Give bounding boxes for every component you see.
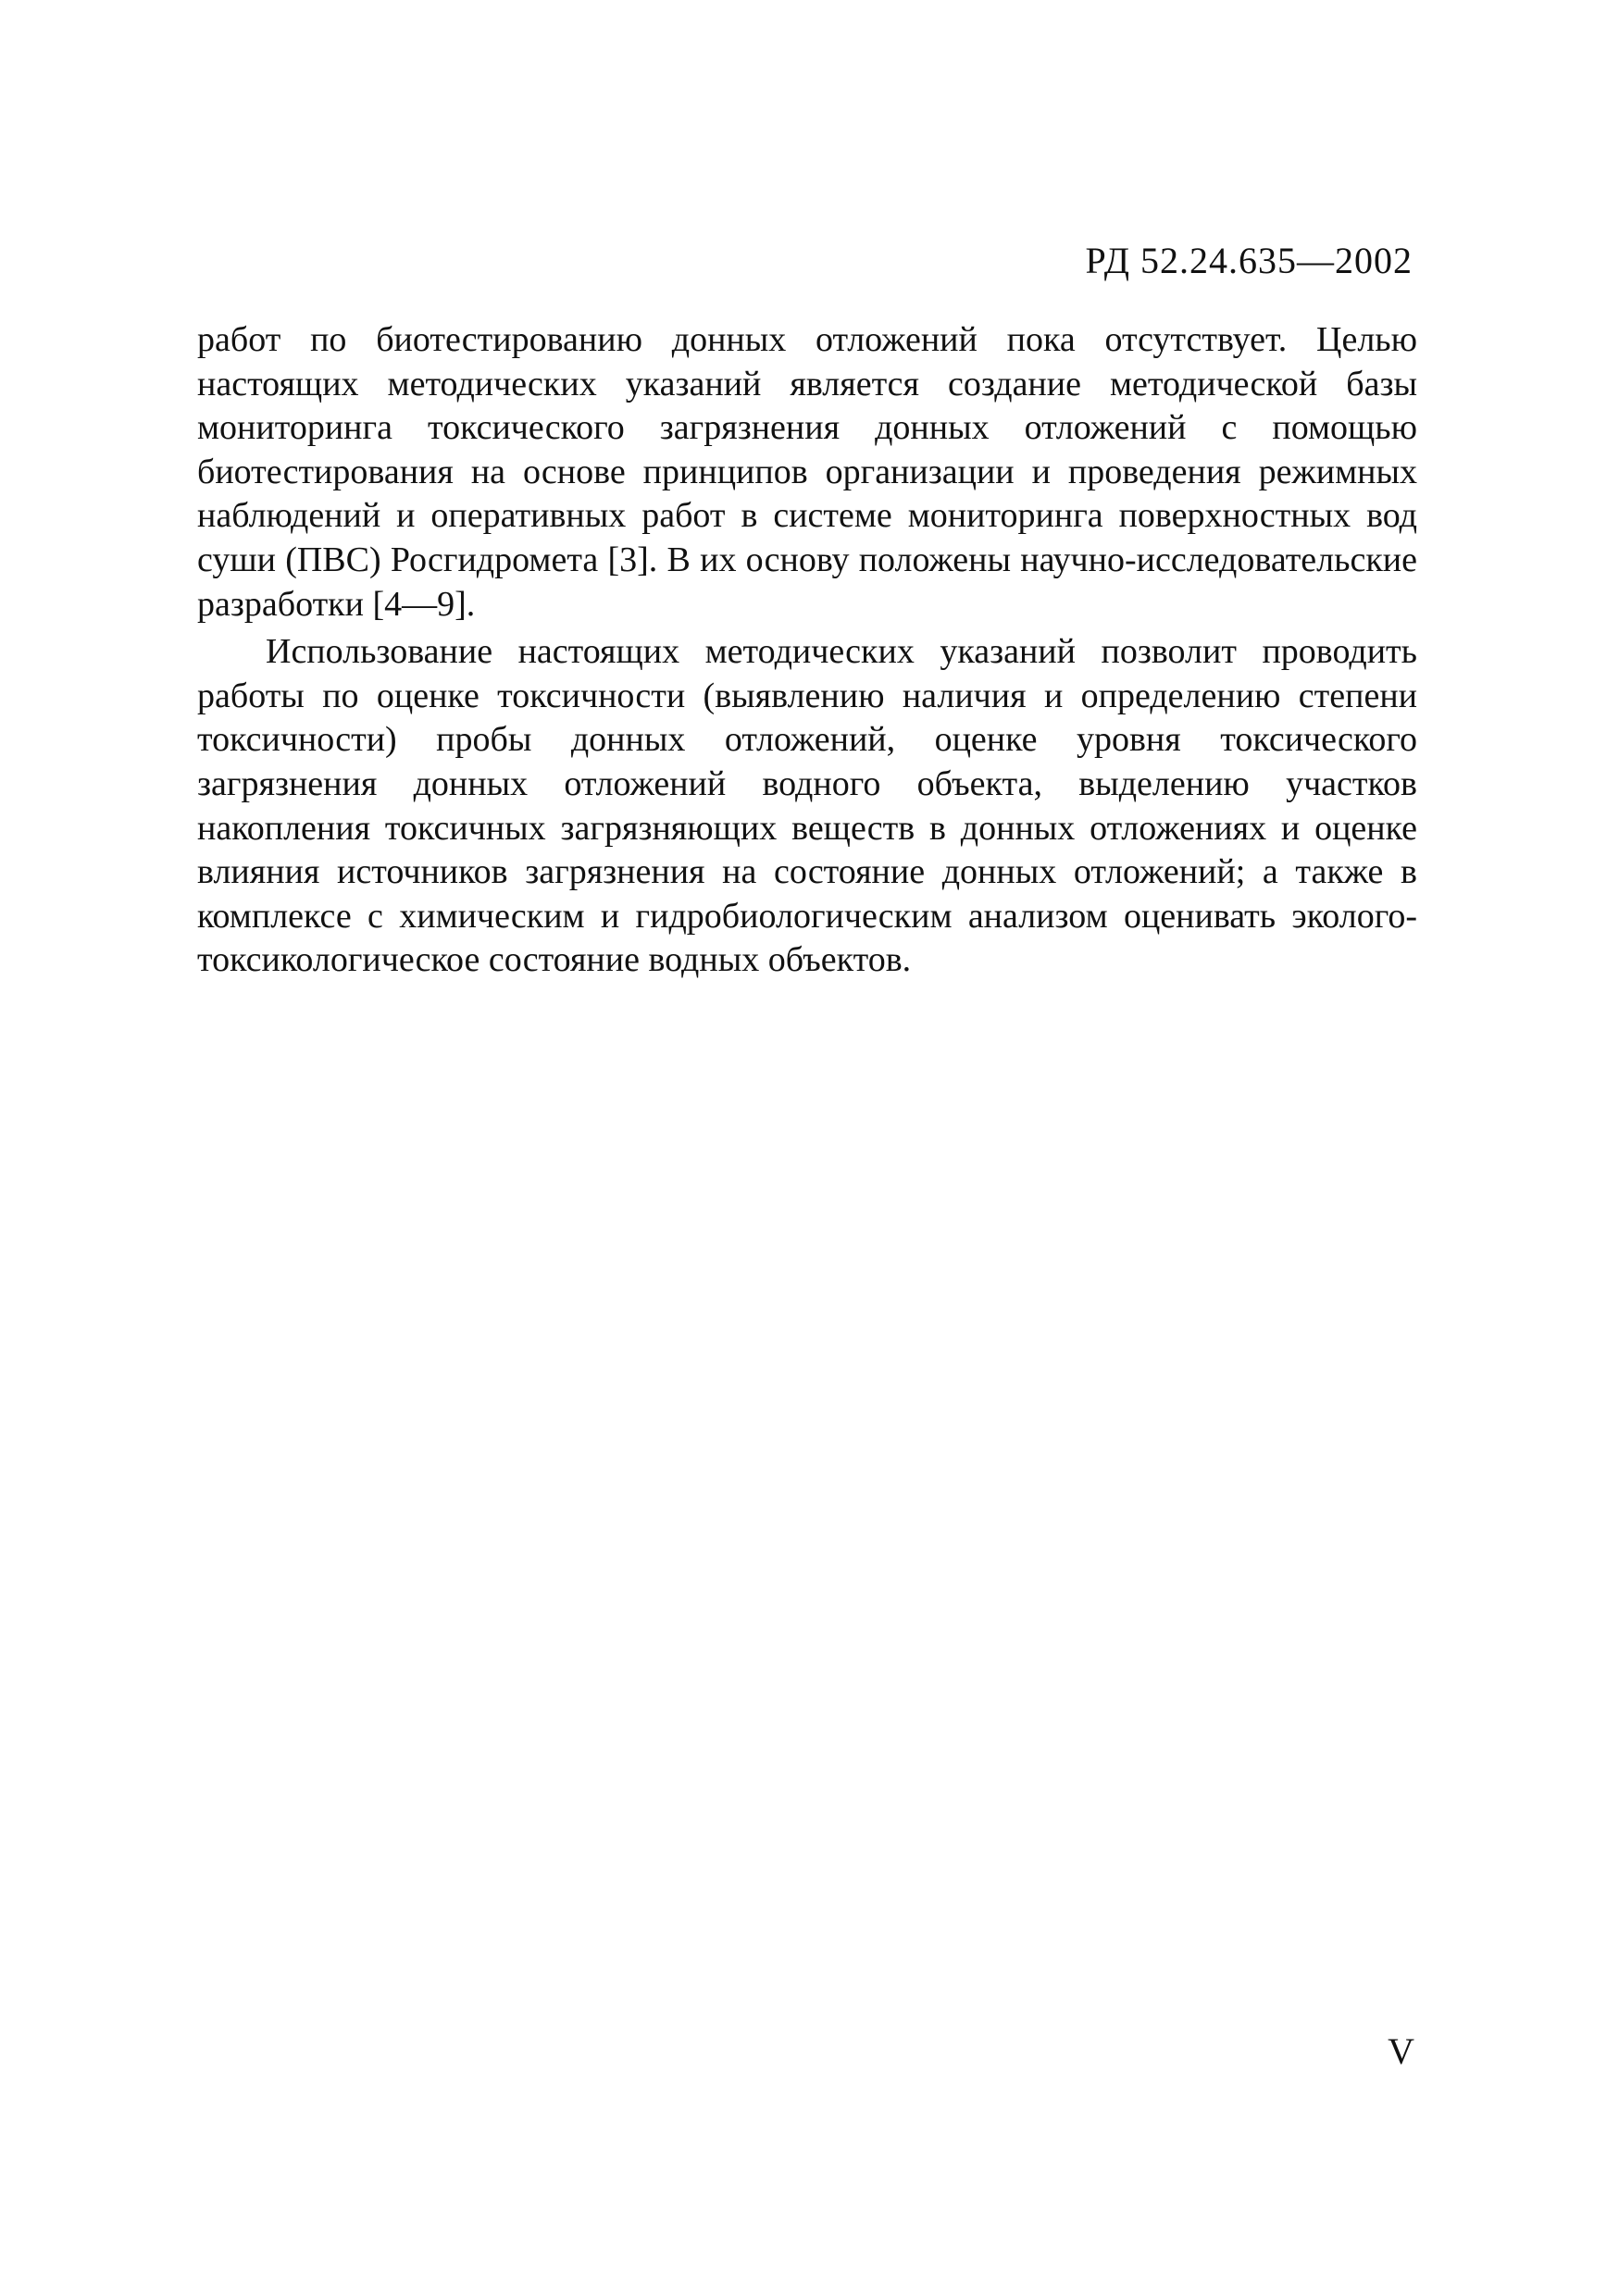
paragraph-usage: Использование настоящих методических указаний позволит проводить работы по оценке токсичности (выявлению наличия и определению степени токсичности) пробы донных отложений, оценке уровня токсического загрязнения донных отложений водного объекта, выделению участков накопления токсичных загрязняющих веществ в донных отложениях и оценке влияния источников загрязнения на состояние донных отложений; а также в комплексе с химическим и гидробиологическим анализом оценивать эколого-токсикологическое состояние водных объектов. <box>197 632 1417 980</box>
page-number: V <box>1388 2030 1414 2072</box>
body-text <box>197 318 1417 983</box>
document-code-header: РД 52.24.635—2002 <box>1085 240 1413 281</box>
paragraph-continuation: работ по биотестированию донных отложений пока отсутствует. Целью настоящих методических указаний является создание методической базы мониторинга токсического загрязнения донных отложений с помощью биотестирования на основе принципов организации и проведения режимных наблюдений и оперативных работ в системе мониторинга поверхностных вод суши (ПВС) Росгидромета [3]. В их основу положены научно-исследовательские разработки [4—9]. <box>197 320 1417 624</box>
